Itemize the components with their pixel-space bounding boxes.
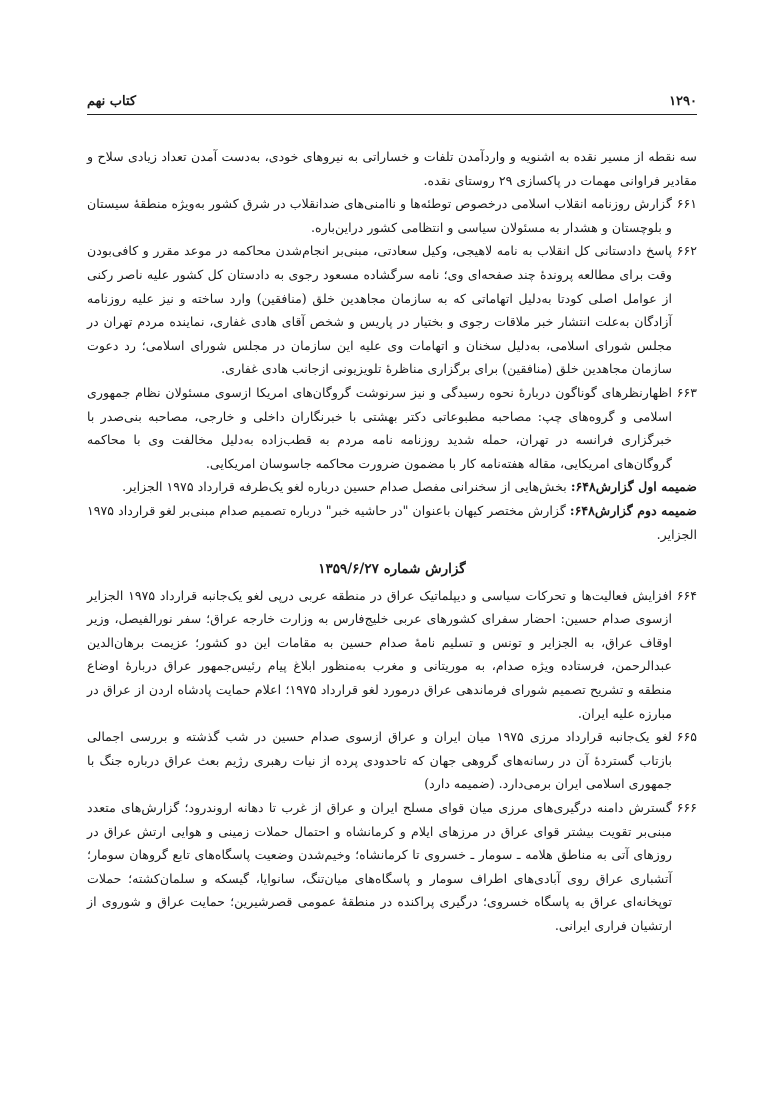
item-number: ۶۶۵ xyxy=(676,729,697,745)
annex-text: گزارش مختصر کیهان باعنوان "در حاشیه خبر" درباره تصمیم صدام مبنی‌بر لغو قرارداد ۱۹۷۵ الجزایر. xyxy=(87,502,697,542)
item-text: گزارش روزنامه انقلاب اسلامی درخصوص توطئه‌ها و ناامنی‌های ضدانقلاب در شرق کشور به‌ویژه منطقهٔ سیستان و بلوچستان و هشدار به مسئولان سیاسی و انتظامی کشور دراین‌باره. xyxy=(87,196,672,235)
item-text: لغو یک‌جانبه قرارداد مرزی ۱۹۷۵ میان ایران و عراق ازسوی صدام حسین در شب گذشته و بررسی اجمالی بازتاب گستردهٔ آن در رسانه‌های گروهی جهان که تاحدودی پرده از نیات رهبری رژیم بعث عراق درباره جنگ با جمهوری اسلامی ایران برمی‌دارد. (ضمیمه دارد) xyxy=(87,729,672,792)
annex-label: ضمیمه دوم گزارش۶۴۸: xyxy=(569,502,697,518)
intro-paragraph: سه نقطه از مسیر نقده به اشنویه و واردآمدن تلفات و خساراتی به نیروهای خودی، به‌دست آمدن تعداد زیادی سلاح و مقادیر فراوانی مهمات در پاکسازی ۲۹ روستای نقده. xyxy=(87,149,697,188)
report-item xyxy=(87,796,697,938)
page-header xyxy=(87,92,697,115)
book-title: کتاب نهم xyxy=(87,94,137,109)
annex-1 xyxy=(87,475,697,499)
report-section-title: گزارش شماره ۱۳۵۹/۶/۲۷ xyxy=(318,561,466,578)
item-number: ۶۶۳ xyxy=(676,384,697,400)
report-item xyxy=(87,239,697,381)
annex-text: بخش‌هایی از سخنرانی مفصل صدام حسین درباره لغو یک‌طرفه قرارداد ۱۹۷۵ الجزایر. xyxy=(122,479,567,495)
page-number: ۱۲۹۰ xyxy=(669,94,697,109)
item-number: ۶۶۴ xyxy=(676,587,697,603)
report-item xyxy=(87,584,697,726)
page-content xyxy=(87,145,697,938)
item-text: اظهارنظرهای گوناگون دربارهٔ نحوه رسیدگی و نیز سرنوشت گروگان‌های امریکا ازسوی مسئولان نظام جمهوری اسلامی و گروه‌های چپ: مصاحبه مطبوعاتی دکتر بهشتی با خبرنگاران داخلی و خارجی، مصاحبه بنی‌صدر با خبرگزاری فرانسه در تهران، حمله شدید روزنامه نامه مردم به قطب‌زاده به‌دلیل مخالفت وی با محاکمه گروگان‌های امریکایی، مقاله هفته‌نامه کار با مضمون ضرورت محاکمه جاسوسان امریکایی. xyxy=(87,384,672,471)
report-item xyxy=(87,725,697,796)
report-item xyxy=(87,192,697,239)
item-number: ۶۶۲ xyxy=(676,243,697,259)
annex-label: ضمیمه اول گزارش۶۴۸: xyxy=(570,479,697,495)
annex-2 xyxy=(87,499,697,546)
item-number: ۶۶۱ xyxy=(676,196,697,212)
item-text: گسترش دامنه درگیری‌های مرزی میان قوای مسلح ایران و عراق از غرب تا دهانه اروندرود؛ گزارش‌های متعدد مبنی‌بر تقویت بیشتر قوای عراق در مرزهای ایلام و کرمانشاه و احتمال حملات زمینی و هوایی ارتش عراق در روزهای آتی به مناطق هلامه ـ سومار ـ خسروی تا کرمانشاه؛ وخیم‌شدن وضعیت پاسگاه‌های تابع گروهان سومار؛ آتشباری عراق روی آبادی‌های اطراف سومار و پاسگاه‌های میان‌تنگ، سانوایا، گیسکه و سلمان‌کشته؛ حملات توپخانه‌ای عراق به پاسگاه خسروی؛ درگیری پراکنده در منطقهٔ عمومی قصرشیرین؛ حمایت عراق و شوروی از ارتشیان فراری ایرانی. xyxy=(87,800,672,933)
report-item xyxy=(87,381,697,475)
item-number: ۶۶۶ xyxy=(676,800,697,816)
item-text: افزایش فعالیت‌ها و تحرکات سیاسی و دیپلماتیک عراق در منطقه عربی درپی لغو یک‌جانبه قرارداد ۱۹۷۵ الجزایر ازسوی صدام حسین: احضار سفرای کشورهای عربی خلیج‌فارس به وزارت خارجه عراق؛ سفر نورالفیصل، وزیر اوقاف عراق، به الجزایر و تونس و تسلیم نامهٔ صدام حسین به مقامات این دو کشور؛ عزیمت برهان‌الدین عبدالرحمن، فرستاده ویژه صدام، به موریتانی و مغرب به‌منظور ابلاغ پیام رئیس‌جمهور عراق دربارهٔ اوضاع منطقه و تشریح تصمیم شورای فرماندهی عراق درمورد لغو قرارداد ۱۹۷۵؛ اعلام حمایت پادشاه اردن از عراق در مبارزه علیه ایران. xyxy=(87,587,672,721)
item-text: پاسخ دادستانی کل انقلاب به نامه لاهیجی، وکیل سعادتی، مبنی‌بر انجام‌شدن محاکمه در موعد مقرر و کافی‌بودن وقت برای مطالعه پروندهٔ چند صفحه‌ای وی؛ نامه سرگشاده مسعود رجوی به دادستان کل کشور علیه ناصر رکنی از عوامل اصلی کودتا به‌دلیل اتهاماتی که به سازمان مجاهدین خلق (منافقین) وارد ساخته و نیز علیه روزنامه آزادگان به‌علت انتشار خبر ملاقات رجوی و بختیار در پاریس و شخص آقای هادی غفاری، نماینده مردم تهران در مجلس شورای اسلامی، به‌دلیل سخنان و اتهامات وی علیه این سازمان در مجلس شورای اسلامی؛ رد دعوت سازمان مجاهدین خلق (منافقین) برای برگزاری مناظرهٔ تلویزیونی ازجانب هادی غفاری. xyxy=(87,243,672,377)
